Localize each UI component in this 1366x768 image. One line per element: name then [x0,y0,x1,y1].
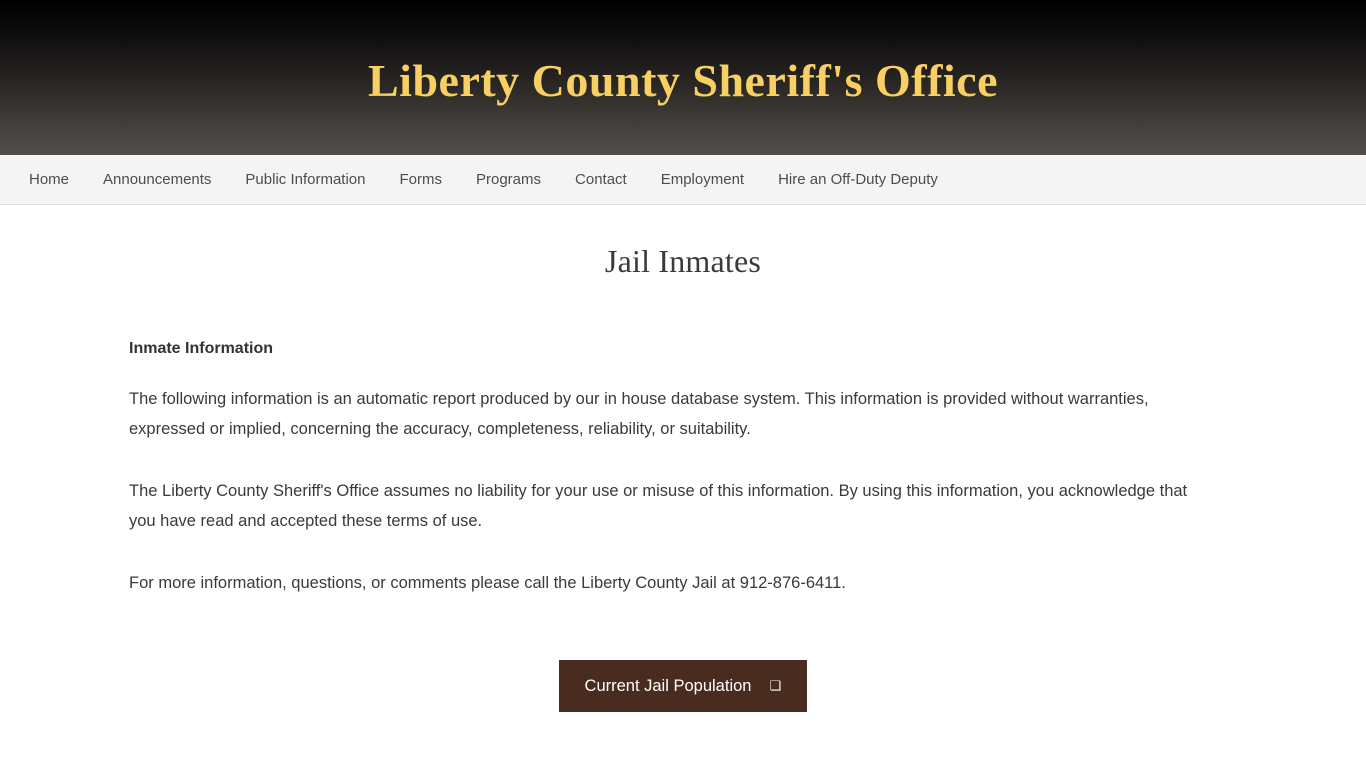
button-row [128,660,1238,712]
nav-item-hire-off-duty-deputy[interactable]: Hire an Off-Duty Deputy [778,170,938,188]
site-title: Liberty County Sheriff's Office [367,55,999,106]
nav-item-programs[interactable]: Programs [475,170,542,188]
site-banner [0,0,1366,155]
nav-item-forms[interactable]: Forms [399,170,442,188]
section-heading-inmate-information: Inmate Information [129,340,274,357]
page-title: Jail Inmates [604,243,762,279]
nav-item-home[interactable]: Home [29,170,70,188]
current-jail-population-label: Current Jail Population [584,677,752,695]
disclaimer-paragraph-1: The following information is an automatic report produced by our in house database system. This information is provided without warranties, expressed or implied, concerning the accuracy, completeness, reliability, or suitability. [129,390,1149,438]
nav-item-announcements[interactable]: Announcements [103,170,212,188]
disclaimer-paragraph-2: The Liberty County Sheriff's Office assumes no liability for your use or misuse of this information. By using this information, you acknowledge that you have read and accepted these terms of use. [129,482,1188,530]
nav-item-contact[interactable]: Contact [575,170,627,188]
contact-paragraph: For more information, questions, or comments please call the Liberty County Jail at 912-876-6411. [129,574,846,592]
nav-item-public-information[interactable]: Public Information [245,170,366,188]
current-jail-population-button[interactable] [559,660,808,712]
content-body [128,280,1238,712]
main-navigation [0,155,1366,205]
main-content [0,205,1366,712]
nav-item-employment[interactable]: Employment [660,170,745,188]
external-link-icon: ❑ [769,678,782,693]
